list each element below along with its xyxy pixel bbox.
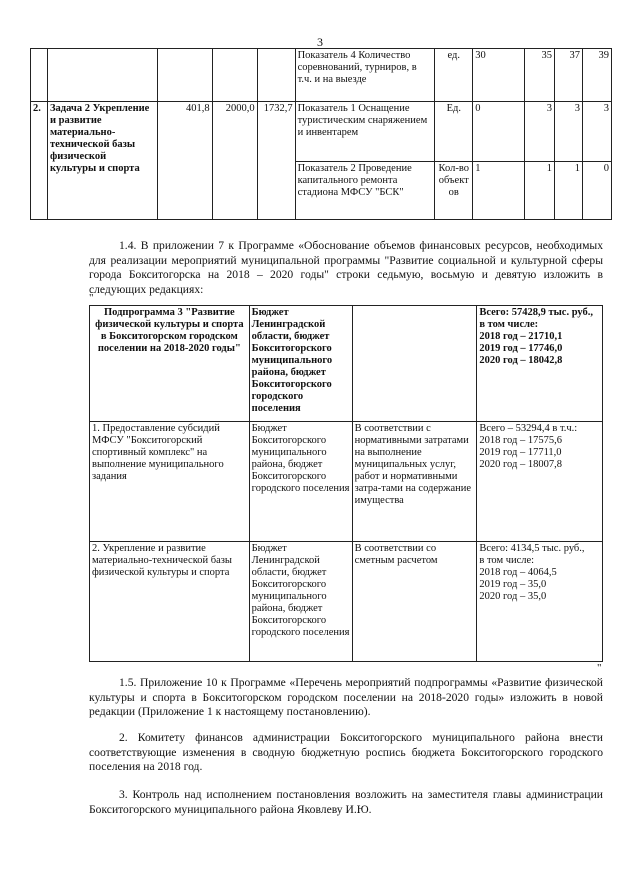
value-cell: 3 [582, 102, 611, 162]
task-cell: Задача 2 Укрепление и развитие материально-технической базы физической культуры и спорта [47, 102, 157, 220]
paragraph-2: 2. Комитету финансов администрации Бокситогорского муниципального района внести соответствующие изменения в сводную бюджетную роспись бюджета Бокситогорского городского поселения на 2018 год. [89, 731, 603, 773]
table-row [90, 306, 603, 422]
subprogram-cell: Подпрограмма 3 "Развитие физической культуры и спорта в Бокситогорском городском поселении на 2018-2020 годы" [90, 306, 250, 422]
sum-cell: 1732,7 [257, 102, 295, 220]
budget-cell: Бюджет Ленинградской области, бюджет Бокситогорского муниципального района, бюджет Бокситогорского городского поселения [249, 306, 352, 422]
activity-cell: 2. Укрепление и развитие материально-технической базы физической культуры и спорта [90, 542, 250, 662]
value-cell: 35 [525, 49, 555, 102]
unit-cell: Ед. [435, 102, 473, 162]
paragraph-3: 3. Контроль над исполнением постановления возложить на заместителя главы администрации Бокситогорского муниципального района Яковлеву И.Ю. [89, 788, 603, 816]
paragraph-1-5: 1.5. Приложение 10 к Программе «Перечень мероприятий подпрограммы «Развитие физической культуры и спорта в Бокситогорском городском поселении на 2018-2020 годы» изложить в новой редакции (Приложение 1 к настоящему постановлению). [89, 676, 603, 718]
amount-line: Всего: 57428,9 тыс. руб., [479, 307, 594, 318]
table-row [31, 49, 612, 102]
amount-line: 2020 год – 18007,8 [479, 459, 562, 470]
amount-line: 2019 год – 17711,0 [479, 447, 562, 458]
sum-cell: 2000,0 [212, 102, 257, 220]
basis-cell [352, 306, 477, 422]
paragraph-1-4: 1.4. В приложении 7 к Программе «Обоснование объемов финансовых ресурсов, необходимых для реализации мероприятий муниципальной программы "Развитие социальной и культурной сферы города Бокситогорска на 2018 – 2020 годы" строки седьмую, восьмую и девятую изложить в следующих редакциях: [89, 239, 603, 296]
indicators-table [30, 48, 612, 220]
table-row [31, 102, 612, 162]
value-cell: 0 [582, 162, 611, 220]
amount-line: Всего: 4134,5 тыс. руб., [479, 543, 585, 554]
amount-line: 2019 год – 35,0 [479, 579, 547, 590]
table-row [90, 542, 603, 662]
amount-line: 2020 год – 35,0 [479, 591, 547, 602]
amount-line: 2019 год – 17746,0 [479, 343, 563, 354]
amount-line: 2018 год – 17575,6 [479, 435, 562, 446]
value-cell: 3 [525, 102, 555, 162]
financing-table [89, 305, 603, 662]
amount-line: Всего – 53294,4 в т.ч.: [479, 423, 578, 434]
basis-cell: В соответствии с нормативными затратами на выполнение муниципальных услуг, работ и нормативными затра-тами на содержание имущества [352, 422, 477, 542]
value-cell: 0 [473, 102, 525, 162]
indicator-cell: Показатель 2 Проведение капитального ремонта стадиона МФСУ "БСК" [295, 162, 435, 220]
value-cell: 3 [555, 102, 583, 162]
basis-cell: В соответствии со сметным расчетом [352, 542, 477, 662]
amount-cell [477, 542, 603, 662]
value-cell: 1 [525, 162, 555, 220]
sum-cell: 401,8 [157, 102, 212, 220]
quote-open: " [89, 292, 94, 304]
unit-cell: Кол-во объект ов [435, 162, 473, 220]
amount-line: 2018 год – 4064,5 [479, 567, 557, 578]
indicator-cell: Показатель 4 Количество соревнований, турниров, в т.ч. и на выезде [295, 49, 435, 102]
amount-cell [477, 422, 603, 542]
value-cell: 1 [555, 162, 583, 220]
amount-line: в том числе: [479, 555, 535, 566]
value-cell: 1 [473, 162, 525, 220]
value-cell: 30 [473, 49, 525, 102]
budget-cell: Бюджет Ленинградской области, бюджет Бокситогорского муниципального района, бюджет Бокситогорского городского поселения [249, 542, 352, 662]
value-cell: 39 [582, 49, 611, 102]
unit-cell: ед. [435, 49, 473, 102]
amount-cell [477, 306, 603, 422]
table-row [90, 422, 603, 542]
quote-close: " [597, 662, 602, 674]
indicator-cell: Показатель 1 Оснащение туристическим снаряжением и инвентарем [295, 102, 435, 162]
budget-cell: Бюджет Бокситогорского муниципального района, бюджет Бокситогорского городского поселения [249, 422, 352, 542]
amount-line: в том числе: [479, 319, 539, 330]
amount-line: 2018 год – 21710,1 [479, 331, 563, 342]
value-cell: 37 [555, 49, 583, 102]
page-number: 3 [317, 35, 323, 49]
row-number: 2. [31, 102, 48, 220]
amount-line: 2020 год – 18042,8 [479, 355, 563, 366]
activity-cell: 1. Предоставление субсидий МФСУ "Бокситогорский спортивный комплекс" на выполнение муниципального задания [90, 422, 250, 542]
